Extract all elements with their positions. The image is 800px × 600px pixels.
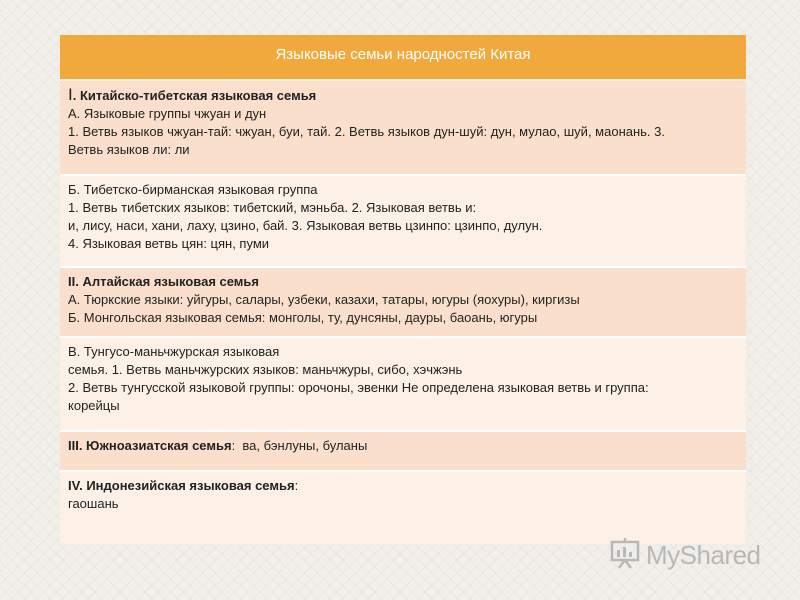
row-tibeto-burman [60,176,746,268]
roman-numeral: I [68,85,73,104]
row-line: 2. Ветвь тунгусской языковой группы: орочоны, эвенки Не определена языковая ветвь и группа: [68,380,649,395]
table-title: Языковые семьи народностей Китая [275,46,531,63]
family-line [68,437,738,455]
row-line: Б. Тибетско-бирманская языковая группа [68,182,318,197]
row-line: А. Тюркские языки: уйгуры, салары, узбеки, казахи, татары, югуры (яохуры), киргизы [68,292,580,307]
row-sino-tibetan [60,81,746,176]
table-header [60,35,746,79]
family-name: III. Южноазиатская семья [68,438,232,453]
watermark-text: MyShared [646,539,761,570]
language-families-table [60,35,746,544]
family-line [68,477,738,495]
row-altaic [60,268,746,338]
row-line: А. Языковые группы чжуан и дун [68,106,267,121]
row-austroasiatic [60,432,746,472]
row-line: 1. Ветвь языков чжуан-тай: чжуан, буи, тай. 2. Ветвь языков дун-шуй: дун, мулао, шуй, маонань. 3. [68,124,665,139]
family-name: . Китайско-тибетская языковая семья [72,88,317,103]
row-line: Ветвь языков ли: ли [68,142,190,157]
colon: : [294,478,299,493]
family-title: II. Алтайская языковая семья [68,274,260,289]
presentation-board-icon [608,536,642,575]
myshared-watermark [608,535,778,575]
colon: : [231,438,236,453]
family-name: IV. Индонезийская языковая семья [68,478,295,493]
row-line: корейцы [68,398,120,413]
family-languages: ва, бэнлуны, буланы [235,438,368,453]
row-line: гаошань [68,496,119,511]
row-line: 4. Языковая ветвь цян: цян, пуми [68,236,270,251]
row-austronesian [60,472,746,544]
row-line: семья. 1. Ветвь маньчжурских языков: маньчжуры, сибо, хэчжэнь [68,362,463,377]
row-line: 1. Ветвь тибетских языков: тибетский, мэньба. 2. Языковая ветвь и: [68,200,477,215]
row-line: В. Тунгусо-маньчжурская языковая [68,344,280,359]
row-tungusic [60,338,746,432]
row-line: и, лису, наси, хани, лаху, цзино, бай. 3. Языковая ветвь цзинпо: цзинпо, дулун. [68,218,543,233]
family-title [68,86,738,105]
row-line: Б. Монгольская языковая семья: монголы, ту, дунсяны, дауры, баоань, югуры [68,310,538,325]
